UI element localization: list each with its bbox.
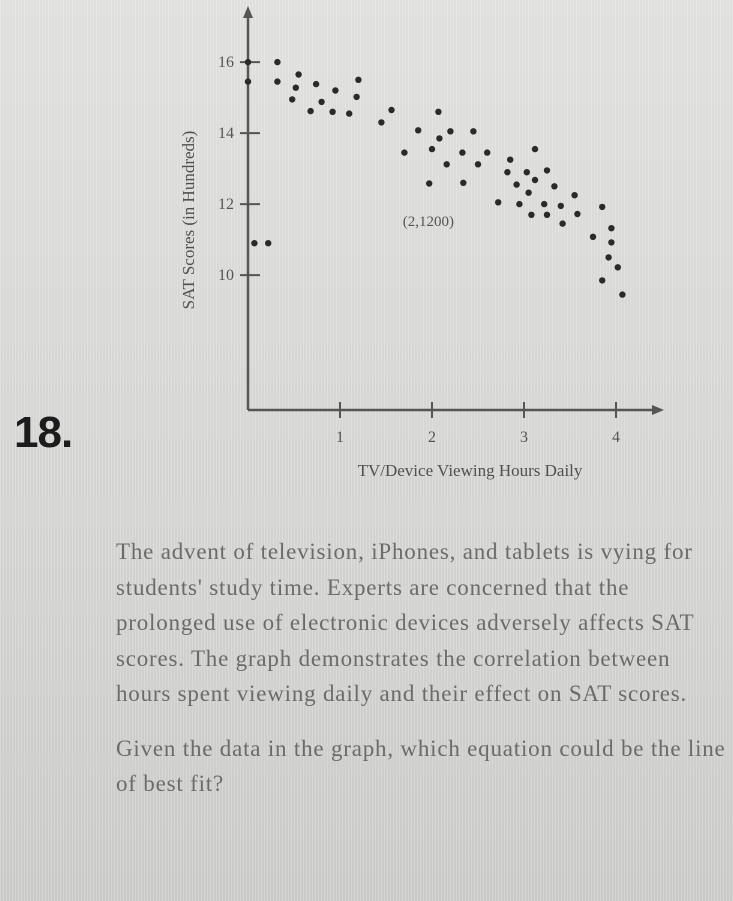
data-point — [475, 161, 481, 167]
data-point — [274, 59, 280, 65]
data-point — [532, 177, 538, 183]
data-point — [313, 81, 319, 87]
x-axis-label: TV/Device Viewing Hours Daily — [357, 461, 583, 480]
data-point — [558, 203, 564, 209]
question-paragraph-1: The advent of television, iPhones, and tablets is vying for students' study time. Experts are concerned that the prolonged use of electronic devices adversely affects SAT scores. The graph demonstrates the correlation between hours spent viewing daily and their effect on SAT scores. — [116, 539, 695, 706]
data-point — [599, 204, 605, 210]
x-tick-label: 4 — [612, 429, 620, 446]
y-tick-label: 14 — [218, 125, 234, 143]
data-point — [608, 225, 614, 231]
data-point — [459, 149, 465, 155]
data-point — [484, 149, 490, 155]
data-point — [388, 107, 394, 113]
data-point — [615, 264, 621, 270]
data-point — [460, 180, 466, 186]
x-tick-label: 1 — [336, 429, 344, 446]
data-point — [544, 167, 550, 173]
data-point — [289, 96, 295, 102]
data-point — [436, 135, 442, 141]
y-axis-arrowhead — [243, 6, 253, 18]
point-annotation: (2,1200) — [402, 214, 455, 231]
data-point — [619, 291, 625, 297]
data-point — [295, 71, 301, 77]
data-point — [470, 128, 476, 134]
data-point — [245, 78, 251, 84]
data-point — [415, 127, 421, 133]
data-point — [574, 211, 580, 217]
data-point — [429, 146, 435, 152]
data-point — [495, 199, 501, 205]
data-point — [426, 180, 432, 186]
data-point — [551, 183, 557, 189]
chart-ticks — [218, 54, 620, 446]
data-point — [571, 192, 577, 198]
question-paragraph-2: Given the data in the graph, which equation could be the line of best fit? — [116, 735, 726, 796]
data-point — [251, 240, 257, 246]
x-axis-arrowhead — [652, 405, 664, 415]
data-point — [559, 220, 565, 226]
data-point — [293, 85, 299, 91]
data-point — [447, 128, 453, 134]
data-point — [353, 94, 359, 100]
data-point — [525, 190, 531, 196]
data-point — [544, 212, 550, 218]
data-point — [245, 59, 251, 65]
data-point — [528, 212, 534, 218]
data-point — [307, 108, 313, 114]
data-point — [524, 169, 530, 175]
data-point — [504, 169, 510, 175]
data-point — [599, 277, 605, 283]
data-point — [516, 201, 522, 207]
data-point — [507, 157, 513, 163]
data-point — [329, 109, 335, 115]
chart-axes — [243, 6, 664, 415]
x-tick-label: 2 — [428, 429, 436, 446]
y-tick-label: 10 — [218, 267, 234, 285]
question-text — [116, 534, 728, 802]
data-point — [444, 161, 450, 167]
data-point — [265, 240, 271, 246]
data-point — [401, 149, 407, 155]
data-point — [318, 99, 324, 105]
data-point — [532, 146, 538, 152]
data-point — [541, 201, 547, 207]
data-point — [590, 234, 596, 240]
data-point — [355, 77, 361, 83]
data-point — [332, 87, 338, 93]
y-tick-label: 12 — [218, 196, 234, 214]
y-tick-label: 16 — [218, 54, 234, 72]
data-point — [378, 119, 384, 125]
data-point — [608, 239, 614, 245]
data-point — [274, 78, 280, 84]
y-axis-label: SAT Scores (in Hundreds) — [179, 130, 198, 310]
question-number: 18. — [14, 408, 73, 457]
data-point — [513, 181, 519, 187]
chart-points — [245, 59, 626, 298]
data-point — [605, 254, 611, 260]
data-point — [346, 110, 352, 116]
data-point — [435, 109, 441, 115]
x-tick-label: 3 — [520, 429, 528, 446]
